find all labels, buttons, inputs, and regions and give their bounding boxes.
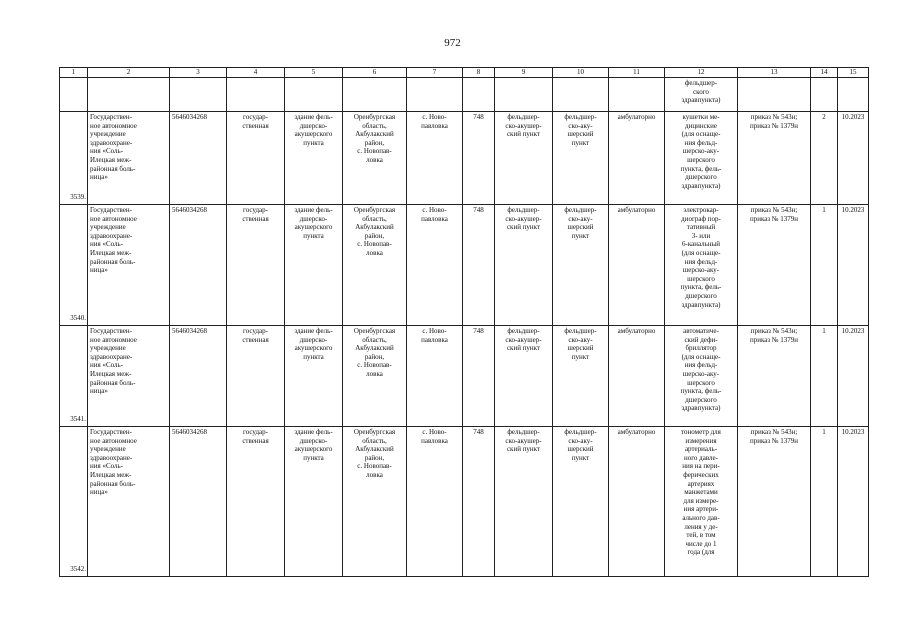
order-reference: приказ № 543н; приказ № 1379н	[738, 326, 811, 427]
quantity: 1	[811, 427, 838, 577]
header-cell: 10	[553, 68, 609, 78]
locality-name: с. Ново- павловка	[407, 112, 463, 205]
delivery-date: 10.2023	[838, 326, 869, 427]
locality-code: 748	[463, 112, 495, 205]
order-reference: приказ № 543н; приказ № 1379н	[738, 427, 811, 577]
unit-type: фельдшер- ско-аку- шерский пункт	[553, 427, 609, 577]
address-region: Оренбургская область, Акбулакский район, с. Новопав- ловка	[343, 427, 407, 577]
inn-value: 5646034268	[170, 427, 227, 577]
header-cell: 9	[495, 68, 553, 78]
unit-name: фельдшер- ско-акушер- ский пункт	[495, 427, 553, 577]
quantity: 2	[811, 112, 838, 205]
locality-name: с. Ново- павловка	[407, 427, 463, 577]
equipment-name: электрокар- диограф пор- тативный 3- или 6-канальный (для оснаще- ния фельд- шерско-аку- шерского пункта, фель- дшерского здравпункта)	[665, 205, 738, 326]
organization-name: Государствен- ное автономное учреждение здравоохране- ния «Соль- Илецкая меж- районная боль- ница»	[88, 427, 170, 577]
header-cell: 8	[463, 68, 495, 78]
unit-type: фельдшер- ско-аку- шерский пункт	[553, 205, 609, 326]
organization-name: Государствен- ное автономное учреждение здравоохране- ния «Соль- Илецкая меж- районная боль- ница»	[88, 112, 170, 205]
continuation-equipment: фельдшер- ского здравпункта)	[665, 78, 738, 112]
address-region: Оренбургская область, Акбулакский район, с. Новопав- ловка	[343, 112, 407, 205]
locality-code: 748	[463, 427, 495, 577]
header-cell: 15	[838, 68, 869, 78]
header-cell: 6	[343, 68, 407, 78]
building-type: здание фель- дшерско- акушерского пункта	[285, 112, 343, 205]
locality-code: 748	[463, 205, 495, 326]
delivery-date: 10.2023	[838, 205, 869, 326]
equipment-name: автоматиче- ский дефи- бриллятор (для оснаще- ния фельд- шерско-аку- шерского пункта, фель- дшерского здравпункта)	[665, 326, 738, 427]
table-row	[60, 326, 869, 427]
ownership-type: государ- ственная	[227, 205, 285, 326]
header-cell: 12	[665, 68, 738, 78]
row-number: 3539.	[60, 112, 88, 205]
equipment-name: кушетки ме- дицинские (для оснаще- ния фельд- шерско-аку- шерского пункта, фель- дшерского здравпункта)	[665, 112, 738, 205]
delivery-date: 10.2023	[838, 427, 869, 577]
unit-type: фельдшер- ско-аку- шерский пункт	[553, 112, 609, 205]
unit-name: фельдшер- ско-акушер- ский пункт	[495, 112, 553, 205]
table-row	[60, 112, 869, 205]
equipment-table	[59, 67, 869, 577]
delivery-date: 10.2023	[838, 112, 869, 205]
table-row	[60, 427, 869, 577]
care-condition: амбулаторно	[609, 326, 665, 427]
order-reference: приказ № 543н; приказ № 1379н	[738, 205, 811, 326]
unit-name: фельдшер- ско-акушер- ский пункт	[495, 326, 553, 427]
row-number: 3542.	[60, 427, 88, 577]
building-type: здание фель- дшерско- акушерского пункта	[285, 427, 343, 577]
quantity: 1	[811, 326, 838, 427]
row-number: 3541.	[60, 326, 88, 427]
order-reference: приказ № 543н; приказ № 1379н	[738, 112, 811, 205]
unit-name: фельдшер- ско-акушер- ский пункт	[495, 205, 553, 326]
building-type: здание фель- дшерско- акушерского пункта	[285, 205, 343, 326]
header-cell: 14	[811, 68, 838, 78]
quantity: 1	[811, 205, 838, 326]
header-cell: 11	[609, 68, 665, 78]
equipment-name: тонометр для измерения артериаль- ного давле- ния на пери- ферических артериях манжетами для измере- ния артери- ального дав- ления у де- тей, в том числе до 1 года (для	[665, 427, 738, 577]
organization-name: Государствен- ное автономное учреждение здравоохране- ния «Соль- Илецкая меж- районная боль- ница»	[88, 326, 170, 427]
care-condition: амбулаторно	[609, 205, 665, 326]
building-type: здание фель- дшерско- акушерского пункта	[285, 326, 343, 427]
header-cell: 5	[285, 68, 343, 78]
care-condition: амбулаторно	[609, 112, 665, 205]
inn-value: 5646034268	[170, 205, 227, 326]
header-cell: 1	[60, 68, 88, 78]
locality-name: с. Ново- павловка	[407, 205, 463, 326]
header-cell: 3	[170, 68, 227, 78]
locality-name: с. Ново- павловка	[407, 326, 463, 427]
header-row	[60, 68, 869, 78]
continuation-row	[60, 78, 869, 112]
ownership-type: государ- ственная	[227, 326, 285, 427]
header-cell: 7	[407, 68, 463, 78]
row-number: 3540.	[60, 205, 88, 326]
header-cell: 2	[88, 68, 170, 78]
unit-type: фельдшер- ско-аку- шерский пункт	[553, 326, 609, 427]
page-number: 972	[444, 37, 461, 49]
table-row	[60, 205, 869, 326]
header-cell: 13	[738, 68, 811, 78]
inn-value: 5646034268	[170, 326, 227, 427]
header-cell: 4	[227, 68, 285, 78]
locality-code: 748	[463, 326, 495, 427]
care-condition: амбулаторно	[609, 427, 665, 577]
organization-name: Государствен- ное автономное учреждение здравоохране- ния «Соль- Илецкая меж- районная боль- ница»	[88, 205, 170, 326]
address-region: Оренбургская область, Акбулакский район, с. Новопав- ловка	[343, 326, 407, 427]
ownership-type: государ- ственная	[227, 112, 285, 205]
address-region: Оренбургская область, Акбулакский район, с. Новопав- ловка	[343, 205, 407, 326]
inn-value: 5646034268	[170, 112, 227, 205]
ownership-type: государ- ственная	[227, 427, 285, 577]
